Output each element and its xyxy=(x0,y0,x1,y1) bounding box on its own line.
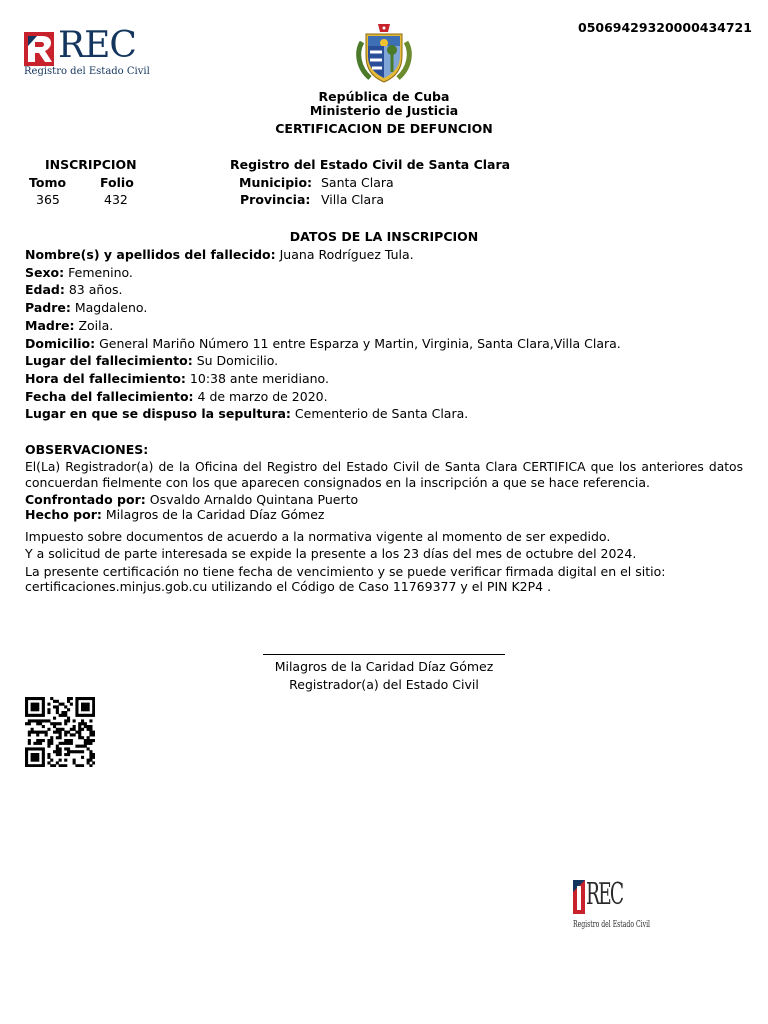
datos-field-row xyxy=(25,388,328,405)
datos-field-value: Femenino. xyxy=(68,265,133,280)
qr-code xyxy=(25,697,95,767)
header-ministry: Ministerio de Justicia xyxy=(309,103,459,118)
datos-field-label: Edad: xyxy=(25,282,65,297)
verificacion-text-line-2: certificaciones.minjus.gob.cu utilizando el Código de Caso 11769377 y el PIN K2P4 . xyxy=(25,579,552,594)
datos-field-row xyxy=(25,335,621,352)
confrontado-value: Osvaldo Arnaldo Quintana Puerto xyxy=(149,492,359,507)
observaciones-title: OBSERVACIONES: xyxy=(25,442,149,457)
rec-logo-small-text: REC xyxy=(586,877,623,912)
solicitud-text: Y a solicitud de parte interesada se expide la presente a los 23 días del mes de octubre del 2024. xyxy=(25,546,637,561)
datos-field-label: Lugar del fallecimiento: xyxy=(25,353,193,368)
datos-field-row xyxy=(25,264,133,281)
observaciones-text-line-2: concuerdan fielmente con los que aparecen consignados en la inscripción a que se hace referencia. xyxy=(25,475,651,490)
datos-field-value: Magdaleno. xyxy=(74,300,148,315)
folio-label: Folio xyxy=(100,175,134,190)
datos-field-value: Zoila. xyxy=(78,318,114,333)
signature-line xyxy=(263,654,505,655)
provincia-label: Provincia: xyxy=(240,192,311,207)
provincia-value: Villa Clara xyxy=(321,192,384,207)
impuesto-text: Impuesto sobre documentos de acuerdo a la normativa vigente al momento de ser expedido. xyxy=(25,529,611,544)
datos-title: DATOS DE LA INSCRIPCION xyxy=(289,229,479,244)
tomo-label: Tomo xyxy=(29,175,67,190)
rec-logo-small-subtitle: Registro del Estado Civil xyxy=(573,920,650,930)
signatory-name: Milagros de la Caridad Díaz Gómez xyxy=(274,659,494,674)
datos-field-row xyxy=(25,352,278,369)
rec-logo xyxy=(24,25,154,80)
rec-logo-small xyxy=(573,876,650,936)
datos-field-value: Cementerio de Santa Clara. xyxy=(294,406,469,421)
datos-field-value: Juana Rodríguez Tula. xyxy=(279,247,414,262)
municipio-value: Santa Clara xyxy=(321,175,394,190)
datos-field-row xyxy=(25,299,147,316)
header-document-title: CERTIFICACION DE DEFUNCION xyxy=(275,121,493,136)
registro-title: Registro del Estado Civil de Santa Clara xyxy=(230,157,511,172)
hecho-value: Milagros de la Caridad Díaz Gómez xyxy=(105,507,325,522)
datos-field-row xyxy=(25,281,122,298)
datos-field-value: 10:38 ante meridiano. xyxy=(189,371,329,386)
folio-value: 432 xyxy=(104,192,128,207)
datos-field-label: Madre: xyxy=(25,318,75,333)
datos-field-row xyxy=(25,246,414,263)
rec-logo-text: REC xyxy=(58,25,136,66)
datos-field-label: Hora del fallecimiento: xyxy=(25,371,186,386)
datos-field-label: Fecha del fallecimiento: xyxy=(25,389,194,404)
rec-logo-small-mark xyxy=(573,880,585,914)
confrontado-label: Confrontado por: xyxy=(25,492,146,507)
document-number: 05069429320000434721 xyxy=(578,20,752,35)
datos-field-label: Domicilio: xyxy=(25,336,96,351)
datos-field-label: Sexo: xyxy=(25,265,65,280)
datos-field-label: Nombre(s) y apellidos del fallecido: xyxy=(25,247,276,262)
hecho-row xyxy=(25,506,324,523)
datos-field-label: Padre: xyxy=(25,300,71,315)
datos-field-label: Lugar en que se dispuso la sepultura: xyxy=(25,406,291,421)
inscripcion-title: INSCRIPCION xyxy=(45,157,137,172)
datos-field-value: Su Domicilio. xyxy=(196,353,279,368)
datos-field-row xyxy=(25,317,113,334)
datos-field-value: 83 años. xyxy=(68,282,123,297)
rec-logo-mark xyxy=(24,32,54,66)
tomo-value: 365 xyxy=(36,192,60,207)
signatory-role: Registrador(a) del Estado Civil xyxy=(289,677,479,692)
datos-field-value: General Mariño Número 11 entre Esparza y Martin, Virginia, Santa Clara,Villa Clara. xyxy=(99,336,621,351)
rec-logo-subtitle: Registro del Estado Civil xyxy=(24,66,150,77)
coat-of-arms-icon xyxy=(354,22,414,84)
municipio-label: Municipio: xyxy=(239,175,313,190)
datos-field-row xyxy=(25,405,468,422)
datos-field-row xyxy=(25,370,329,387)
verificacion-text-line-1: La presente certificación no tiene fecha de vencimiento y se puede verificar firmada digital en el sitio: xyxy=(25,564,666,579)
datos-field-value: 4 de marzo de 2020. xyxy=(197,389,328,404)
hecho-label: Hecho por: xyxy=(25,507,102,522)
header-country: República de Cuba xyxy=(318,89,450,104)
observaciones-text-line-1: El(La) Registrador(a) de la Oficina del Registro del Estado Civil de Santa Clara CERTIFICA que los anteriores datos xyxy=(25,460,743,474)
